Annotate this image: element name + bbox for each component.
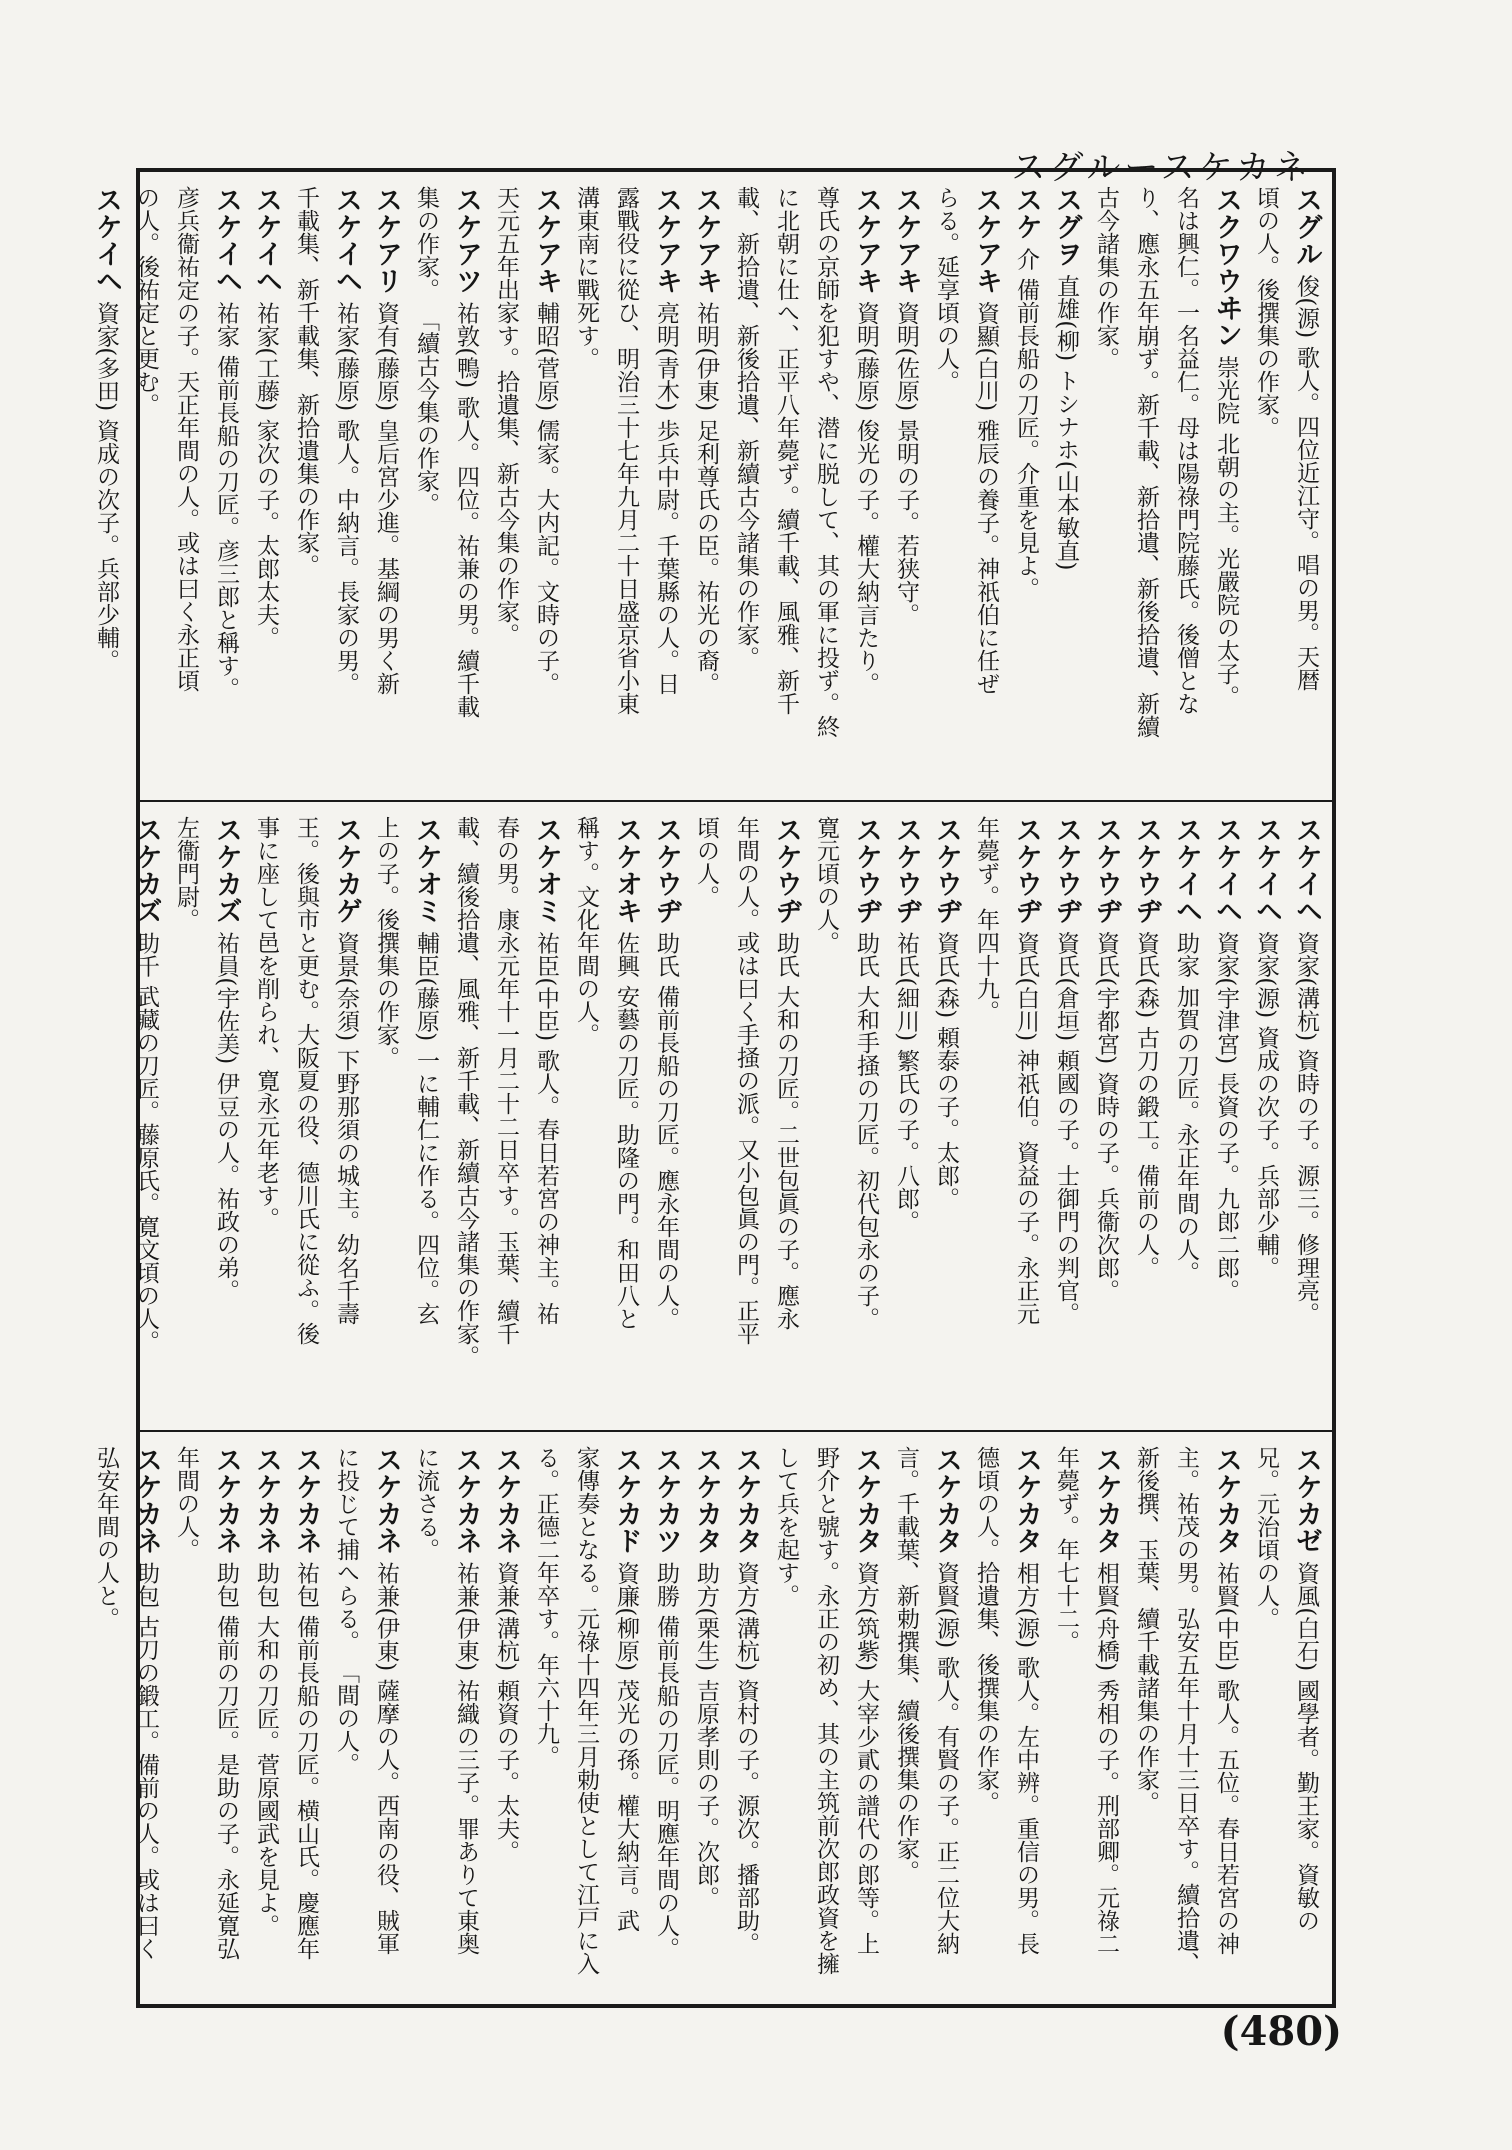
entry-headword: スケウヂ <box>1091 816 1122 924</box>
entry-text: 頃の人。 <box>693 816 719 908</box>
entry-column <box>768 1446 804 1990</box>
entry-column <box>608 1446 644 1990</box>
entry-text: 資氏(白川) 神祇伯。資益の子。永正元 <box>1013 924 1039 1325</box>
entry-headword: スケイヘ <box>251 186 282 294</box>
entry-text: 資風(白石) 國學者。勤王家。資敏の <box>1293 1554 1319 1932</box>
entry-column <box>1128 186 1164 786</box>
entry-text: 古今諸集の作家。 <box>1093 186 1119 370</box>
entry-text: 彦兵衞祐定の子。天正年間の人。或は曰く永正頃 <box>173 186 199 692</box>
entry-column <box>928 816 964 1416</box>
entry-text: 助氏 大和手掻の刀匠。初代包永の子。 <box>853 924 879 1330</box>
entry-column <box>1048 1446 1084 1990</box>
entry-column <box>1088 186 1124 786</box>
entry-headword: スケイヘ <box>1211 816 1242 924</box>
entry-text: 祐兼(伊東) 祐織の三子。罪ありて東奥 <box>453 1554 479 1955</box>
entry-column <box>448 816 484 1416</box>
entry-column <box>208 816 244 1416</box>
entry-text: 助千 武藏の刀匠。藤原氏。寛文頃の人。 <box>133 924 159 1353</box>
entry-column <box>168 816 204 1416</box>
entry-headword: スケイヘ <box>331 186 362 294</box>
entry-text: 野介と號す。永正の初め、其の主筑前次郎政資を擁 <box>813 1446 839 1975</box>
entry-text: 稱す。文化年間の人。 <box>573 816 599 1046</box>
entry-headword: スケカゼ <box>1291 1446 1322 1554</box>
entry-column <box>368 1446 404 1990</box>
entry-text: 祐臣(中臣) 歌人。春日若宮の神主。祐 <box>533 924 559 1325</box>
entry-column <box>328 186 364 786</box>
entry-column <box>688 816 724 1416</box>
entry-column <box>168 186 204 786</box>
entry-column <box>248 816 284 1416</box>
entry-text: 助氏 備前長船の刀匠。應永年間の人。 <box>653 924 679 1330</box>
entry-column <box>608 816 644 1416</box>
entry-text: 資氏(森) 頼泰の子。太郎。 <box>933 924 959 1210</box>
entry-column <box>1128 1446 1164 1990</box>
entry-headword: スケウヂ <box>1131 816 1162 924</box>
entry-headword: スケイヘ <box>1291 816 1322 924</box>
entry-text: 天元五年出家す。拾遺集、新古今集の作家。 <box>493 186 519 646</box>
entry-column <box>968 1446 1004 1990</box>
entry-column <box>768 816 804 1416</box>
entry-headword: スケカネ <box>451 1446 482 1554</box>
entry-headword: スケイヘ <box>91 186 122 294</box>
entry-column <box>1168 1446 1204 1990</box>
entry-text: 祐明(伊東) 足利尊氏の臣。祐光の裔。 <box>693 294 719 695</box>
entry-headword: スクワウヰン <box>1211 186 1242 348</box>
entry-column <box>1208 186 1244 786</box>
entry-text: 言。千載葉、新勅撰集、續後撰集の作家。 <box>893 1446 919 1883</box>
entry-text: 資有(藤原) 皇后宮少進。基綱の男く新 <box>373 294 399 695</box>
entry-headword: スケカズ <box>131 816 162 924</box>
entry-column <box>728 1446 764 1990</box>
entry-text: 輔臣(藤原) 一に輔仁に作る。四位。玄 <box>413 924 439 1325</box>
entry-column <box>608 186 644 786</box>
entry-column <box>728 186 764 786</box>
entry-text: 春の男。康永元年十一月二十二日卒す。玉葉、續千 <box>493 816 519 1345</box>
entry-column <box>1208 1446 1244 1990</box>
entry-text: に投じて捕へらる。 「間の人。 <box>333 1446 359 1776</box>
entry-headword: スケアキ <box>891 186 922 294</box>
entry-headword: スケウヂ <box>1011 816 1042 924</box>
entry-column <box>928 1446 964 1990</box>
entry-text: 德頃の人。拾遺集、後撰集の作家。 <box>973 1446 999 1814</box>
entry-headword: スケオキ <box>611 816 642 924</box>
entry-text: 兄。元治頃の人。 <box>1253 1446 1279 1630</box>
entry-text: 露戰役に從ひ、明治三十七年九月二十日盛京省小東 <box>613 186 639 715</box>
entry-text: 資家(源) 資成の次子。兵部少輔。 <box>1253 924 1279 1279</box>
entry-text: 家傳奏となる。元祿十四年三月勅使として江戸に入 <box>573 1446 599 1975</box>
entry-text: 祐家(藤原) 歌人。中納言。長家の男。 <box>333 294 359 695</box>
entry-headword: スケカネ <box>291 1446 322 1554</box>
entry-column <box>1208 816 1244 1416</box>
entry-headword: スケ <box>1011 186 1042 240</box>
entry-band-top <box>91 172 1332 802</box>
entry-text: 名は興仁。一名益仁。母は陽祿門院藤氏。後僧とな <box>1173 186 1199 715</box>
entry-text: 弘安年間の人と。 <box>93 1446 119 1630</box>
entry-column <box>648 186 684 786</box>
entry-text: 資家(宇津宮) 長資の子。九郎二郎。 <box>1213 924 1239 1302</box>
entry-text: 資家(多田) 資成の次子。兵部少輔。 <box>93 294 119 672</box>
entry-column <box>1168 816 1204 1416</box>
entry-text: 相賢(舟橋) 秀相の子。刑部卿。元祿二 <box>1093 1554 1119 1955</box>
entry-column <box>808 816 844 1416</box>
entry-text: 亮明(青木) 歩兵中尉。千葉縣の人。日 <box>653 294 679 695</box>
entry-headword: スケウヂ <box>771 816 802 924</box>
entry-text: 尊氏の京師を犯すや、潜に脱して、其の軍に投ず。終 <box>813 186 839 738</box>
entry-column <box>568 816 604 1416</box>
entry-column <box>248 186 284 786</box>
entry-headword: スケカネ <box>211 1446 242 1554</box>
entry-text: 輔昭(菅原) 儒家。大内記。文時の子。 <box>533 294 559 695</box>
entry-headword: スグル <box>1291 186 1322 267</box>
entry-headword: スケアリ <box>371 186 402 294</box>
entry-text: 左衞門尉。 <box>173 816 199 931</box>
entry-text: の人。後祐定と更む。 <box>133 186 159 416</box>
entry-text: 新後撰、玉葉、續千載諸集の作家。 <box>1133 1446 1159 1814</box>
entry-column <box>848 186 884 786</box>
entry-text: 俊(源) 歌人。四位近江守。唱の男。天暦 <box>1293 267 1319 691</box>
entry-text: 助家 加賀の刀匠。永正年間の人。 <box>1173 924 1199 1284</box>
entry-text: 助方(栗生) 吉原孝則の子。次郎。 <box>693 1554 719 1909</box>
entry-column <box>328 816 364 1416</box>
entry-text: 祐氏(細川) 繁氏の子。八郎。 <box>893 924 919 1233</box>
entry-text: 事に座して邑を削られ、寛永元年老す。 <box>253 816 279 1230</box>
entry-text: 相方(源) 歌人。左中辨。重信の男。長 <box>1013 1554 1039 1955</box>
entry-text: 佐興 安藝の刀匠。助隆の門。和田八と <box>613 924 639 1330</box>
entry-text: 王。後與市と更む。大阪夏の役、德川氏に從ふ。後 <box>293 816 319 1345</box>
entry-headword: スグヲ <box>1051 186 1082 267</box>
entry-text: 資方(筑紫) 大宰少貳の譜代の郎等。上 <box>853 1554 879 1955</box>
entry-column <box>1288 816 1324 1416</box>
entry-text: 崇光院 北朝の主。光嚴院の太子。 <box>1213 348 1239 708</box>
entry-column <box>488 816 524 1416</box>
entry-column <box>888 816 924 1416</box>
entry-column <box>288 1446 324 1990</box>
entry-text: して兵を起す。 <box>773 1446 799 1607</box>
entry-text: 資氏(森) 古刀の鍛工。備前の人。 <box>1133 924 1159 1279</box>
entry-headword: スケカタ <box>1091 1446 1122 1554</box>
entry-text: 年間の人。 <box>173 1446 199 1561</box>
entry-text: 資明(佐原) 景明の子。若狭守。 <box>893 294 919 626</box>
entry-headword: スケカネ <box>371 1446 402 1554</box>
entry-headword: スケウヂ <box>1051 816 1082 924</box>
entry-headword: スケウヂ <box>851 816 882 924</box>
entry-column <box>448 1446 484 1990</box>
entry-column <box>408 186 444 786</box>
entry-headword: スケカタ <box>691 1446 722 1554</box>
entry-column <box>448 186 484 786</box>
entry-column <box>1128 816 1164 1416</box>
entry-headword: スケウヂ <box>891 816 922 924</box>
entry-text: 祐家(工藤) 家次の子。太郎太夫。 <box>253 294 279 649</box>
entry-text: 資氏(宇都宮) 資時の子。兵衞次郎。 <box>1093 924 1119 1302</box>
entry-column <box>1168 186 1204 786</box>
entry-column <box>808 1446 844 1990</box>
entry-headword: スケアキ <box>651 186 682 294</box>
entry-text: 載、續後拾遺、風雅、新千載、新續古今諸集の作家。 <box>453 816 479 1368</box>
entry-text: 資氏(倉垣) 頼國の子。士御門の判官。 <box>1053 924 1079 1325</box>
entry-text: 助氏 大和の刀匠。二世包眞の子。應永 <box>773 924 799 1330</box>
entry-text: 資方(溝杭) 資村の子。源次。播部助。 <box>733 1554 759 1955</box>
entry-column <box>288 186 324 786</box>
entry-text: 助包 大和の刀匠。菅原國武を見よ。 <box>253 1554 279 1937</box>
entry-column <box>328 1446 364 1990</box>
entry-text: 資顯(白川) 雅辰の養子。神祇伯に任ぜ <box>973 294 999 695</box>
entry-headword: スケカド <box>611 1446 642 1554</box>
entry-text: る。正德二年卒す。年六十九。 <box>533 1446 559 1768</box>
entry-headword: スケカタ <box>931 1446 962 1554</box>
entry-column <box>208 1446 244 1990</box>
entry-headword: スケウヂ <box>651 816 682 924</box>
entry-text: 助包 備前の刀匠。是助の子。永延寛弘 <box>213 1554 239 1960</box>
entry-headword: スケカツ <box>651 1446 682 1554</box>
entry-column <box>848 1446 884 1990</box>
entry-text: 祐兼(伊東) 薩摩の人。西南の役、賊軍 <box>373 1554 399 1955</box>
entry-band-middle <box>131 802 1332 1432</box>
entry-headword: スケアキ <box>531 186 562 294</box>
entry-column <box>568 1446 604 1990</box>
entry-column <box>568 186 604 786</box>
entry-headword: スケカズ <box>211 816 242 924</box>
entry-column <box>88 186 124 786</box>
entry-text: 年間の人。或は曰く手掻の派。又小包眞の門。正平 <box>733 816 759 1345</box>
entry-text: 年薨ず。年四十九。 <box>973 816 999 1023</box>
entry-column <box>1048 816 1084 1416</box>
entry-column <box>688 186 724 786</box>
page-number: (480) <box>1220 2008 1342 2055</box>
entry-column <box>128 816 164 1416</box>
entry-column <box>528 1446 564 1990</box>
entry-text: 溝東南に戰死す。 <box>573 186 599 370</box>
entry-column <box>1008 1446 1044 1990</box>
entry-column <box>528 816 564 1416</box>
entry-text: 年薨ず。年七十二。 <box>1053 1446 1079 1653</box>
entry-text: 祐賢(中臣) 歌人。五位。春日若宮の神 <box>1213 1554 1239 1955</box>
entry-text: 千載集、新千載集、新拾遺集の作家。 <box>293 186 319 577</box>
entry-text: 資兼(溝杭) 頼資の子。太夫。 <box>493 1554 519 1863</box>
entry-column <box>128 186 164 786</box>
entry-text: 資明(藤原) 俊光の子。權大納言たり。 <box>853 294 879 695</box>
entry-text: 資廉(柳原) 茂光の孫。權大納言。武 <box>613 1554 639 1932</box>
entry-headword: スケカネ <box>251 1446 282 1554</box>
entry-text: 頃の人。後撰集の作家。 <box>1253 186 1279 439</box>
entry-text: 助勝 備前長船の刀匠。明應年間の人。 <box>653 1554 679 1960</box>
running-header: スグルースケカネ <box>1011 148 1312 188</box>
entry-headword: スケカネ <box>491 1446 522 1554</box>
entry-column <box>168 1446 204 1990</box>
entry-column <box>408 1446 444 1990</box>
entry-column <box>688 1446 724 1990</box>
entry-headword: スケイヘ <box>1171 816 1202 924</box>
entry-text: 資賢(源) 歌人。有賢の子。正二位大納 <box>933 1554 959 1955</box>
entry-column <box>488 186 524 786</box>
entry-text: に北朝に仕へ、正平八年薨ず。續千載、風雅、新千 <box>773 186 799 715</box>
entry-column <box>808 186 844 786</box>
entry-text: 集の作家。 「續古今集の作家。 <box>413 186 439 516</box>
entry-column <box>248 1446 284 1990</box>
entry-column <box>1048 186 1084 786</box>
entry-headword: スケイヘ <box>211 186 242 294</box>
entry-column <box>208 186 244 786</box>
entry-headword: スケオミ <box>411 816 442 924</box>
entry-text: 主。祐茂の男。弘安五年十月十三日卒す。續拾遺、 <box>1173 1446 1199 1975</box>
entry-band-bottom <box>93 1432 1332 2004</box>
entry-column <box>888 1446 924 1990</box>
entry-text: 上の子。後撰集の作家。 <box>373 816 399 1069</box>
entry-text: 直雄(柳) トシナホ(山本敏直) <box>1053 267 1079 571</box>
entry-column <box>1008 186 1044 786</box>
entry-text: 介 備前長船の刀匠。介重を見よ。 <box>1013 240 1039 600</box>
entry-headword: スケカタ <box>1011 1446 1042 1554</box>
entry-column <box>1088 1446 1124 1990</box>
entry-column <box>1248 1446 1284 1990</box>
entry-column <box>128 1446 164 1990</box>
entry-column <box>1008 816 1044 1416</box>
entry-headword: スケアキ <box>971 186 1002 294</box>
entry-text: 載、新拾遺、新後拾遺、新續古今諸集の作家。 <box>733 186 759 669</box>
entry-headword: スケウヂ <box>931 816 962 924</box>
entry-headword: スケカタ <box>1211 1446 1242 1554</box>
entry-column <box>648 816 684 1416</box>
entry-column <box>888 186 924 786</box>
entry-text: らる。延享頃の人。 <box>933 186 959 393</box>
entry-column <box>1248 186 1284 786</box>
entry-column <box>368 186 404 786</box>
entry-text: 祐包 備前長船の刀匠。横山氏。慶應年 <box>293 1554 319 1960</box>
entry-column <box>288 816 324 1416</box>
entry-column <box>1288 186 1324 786</box>
entry-headword: スケカタ <box>731 1446 762 1554</box>
entry-text: 助包 古刀の鍛工。備前の人。或は曰く <box>133 1554 159 1960</box>
entry-headword: スケカネ <box>131 1446 162 1554</box>
entry-column <box>968 186 1004 786</box>
entry-headword: スケアキ <box>691 186 722 294</box>
entry-text: 寛元頃の人。 <box>813 816 839 954</box>
entry-text: 資景(奈須) 下野那須の城主。幼名千壽 <box>333 924 359 1325</box>
entry-column <box>408 816 444 1416</box>
entry-headword: スケアツ <box>451 186 482 294</box>
entry-text: 祐員(宇佐美) 伊豆の人。祐政の弟。 <box>213 924 239 1302</box>
dictionary-page-frame <box>91 168 1336 2008</box>
entry-column <box>528 186 564 786</box>
entry-headword: スケカタ <box>851 1446 882 1554</box>
entry-column <box>968 816 1004 1416</box>
entry-column <box>368 816 404 1416</box>
entry-column <box>488 1446 524 1990</box>
entry-column <box>1288 1446 1324 1990</box>
entry-headword: スケカゲ <box>331 816 362 924</box>
entry-column <box>928 186 964 786</box>
entry-headword: スケアキ <box>851 186 882 294</box>
entry-text: 資家(溝杭) 資時の子。源三。修理亮。 <box>1293 924 1319 1325</box>
entry-headword: スケオミ <box>531 816 562 924</box>
entry-headword: スケイヘ <box>1251 816 1282 924</box>
entry-text: 祐敦(鴨) 歌人。四位。祐兼の男。續千載 <box>453 294 479 718</box>
entry-column <box>648 1446 684 1990</box>
entry-column <box>848 816 884 1416</box>
entry-column <box>1088 816 1124 1416</box>
entry-text: に流さる。 <box>413 1446 439 1561</box>
entry-column <box>728 816 764 1416</box>
entry-text: 祐家 備前長船の刀匠。彦三郎と稱す。 <box>213 294 239 700</box>
entry-column <box>768 186 804 786</box>
entry-column <box>1248 816 1284 1416</box>
entry-text: り、應永五年崩ず。新千載、新拾遺、新後拾遺、新續 <box>1133 186 1159 738</box>
entry-column <box>88 1446 124 1990</box>
